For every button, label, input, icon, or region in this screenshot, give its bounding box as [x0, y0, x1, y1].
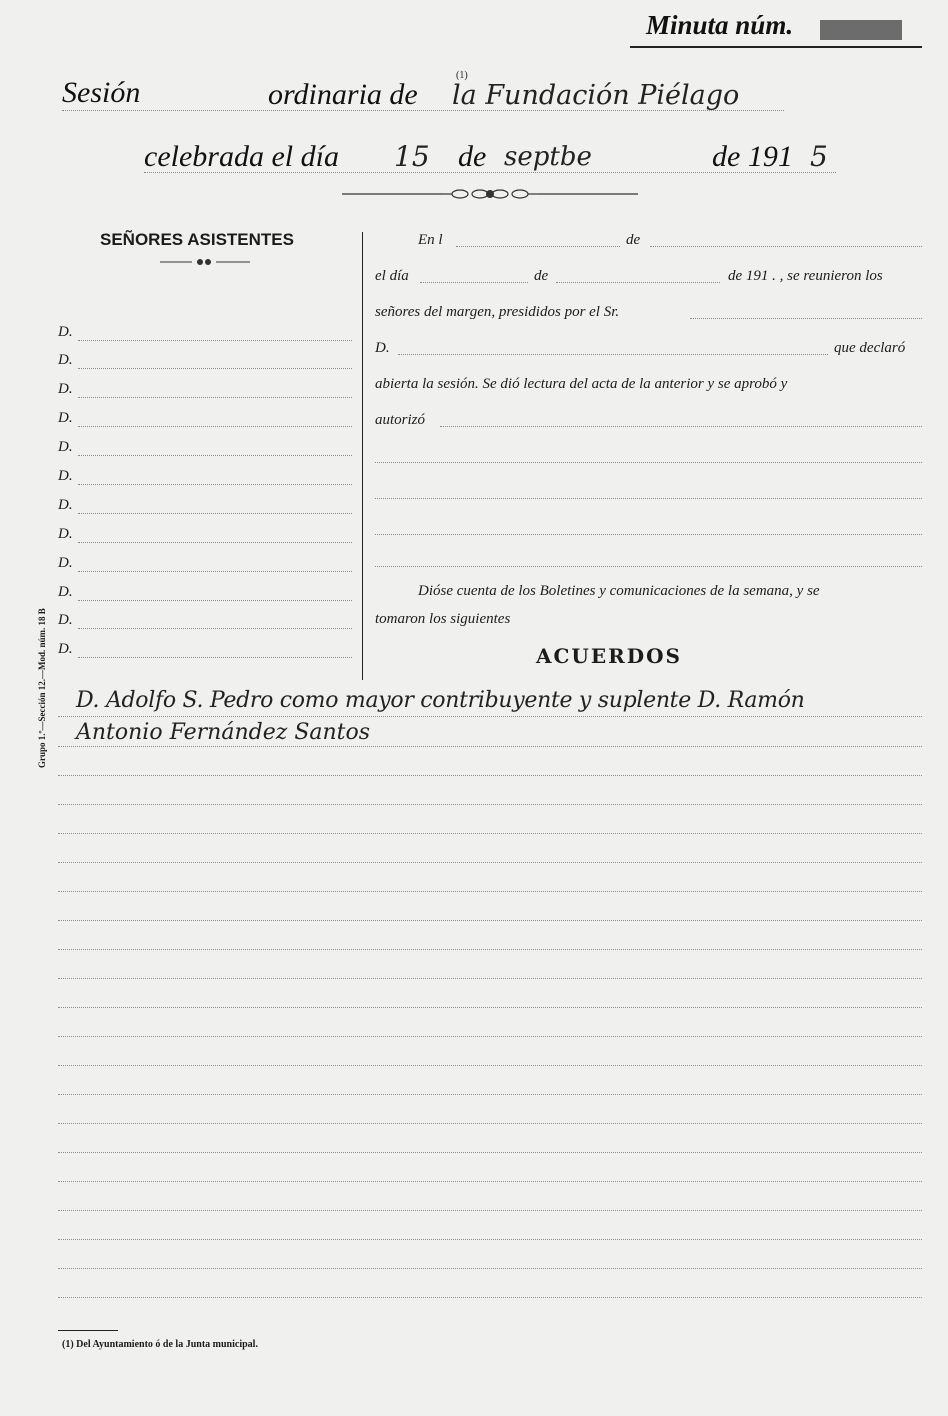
title-year-digit: 5 [810, 140, 828, 173]
acuerdo-handwritten-line2: Antonio Fernández Santos [76, 720, 371, 745]
title-footnote-marker: (1) [456, 70, 468, 81]
ruled-line [58, 949, 922, 950]
acuerdos-heading: ACUERDOS [536, 644, 682, 668]
attendee-prefix: D. [58, 410, 73, 426]
margin-form-code: Grupo 1.º—Sección 12.—Mod. núm. 18 B [37, 608, 47, 768]
body-boletines-2: tomaron los siguientes [375, 611, 511, 627]
ruled-line [58, 1036, 922, 1037]
body-boletines-1: Dióse cuenta de los Boletines y comunicaciones de la semana, y se [418, 583, 820, 599]
attendee-line [78, 340, 352, 341]
acuerdo-handwritten-line1: D. Adolfo S. Pedro como mayor contribuyente y suplente D. Ramón [76, 688, 805, 713]
header-rule [630, 46, 922, 48]
acuerdo-rule [58, 716, 922, 717]
body-en: En l [418, 232, 443, 248]
ruled-line [58, 891, 922, 892]
body-line1-dots-a [456, 246, 620, 247]
attendee-prefix: D. [58, 352, 73, 368]
column-divider [362, 232, 363, 680]
body-line4-dots [398, 354, 828, 355]
title-line2-dots [144, 172, 836, 173]
body-dia: el día [375, 268, 409, 284]
title-line1-dots [62, 110, 784, 111]
attendee-prefix: D. [58, 584, 73, 600]
attendee-line [78, 542, 352, 543]
body-declaro: que declaró [834, 340, 906, 356]
attendee-line [78, 368, 352, 369]
ruled-line [58, 978, 922, 979]
body-abierta: abierta la sesión. Se dió lectura del acta de la anterior y se aprobó y [375, 376, 788, 392]
attendee-line [78, 571, 352, 572]
title-ordinaria: ordinaria de [268, 78, 418, 111]
attendee-line [78, 397, 352, 398]
attendee-prefix: D. [58, 324, 73, 340]
attendee-line [78, 657, 352, 658]
footnote-text: (1) Del Ayuntamiento ó de la Junta municipal. [62, 1339, 258, 1350]
attendee-line [78, 513, 352, 514]
body-line2-de: de [534, 268, 549, 284]
attendee-prefix: D. [58, 526, 73, 542]
ruled-line [58, 804, 922, 805]
body-line1-de: de [626, 232, 641, 248]
attendee-line [78, 455, 352, 456]
minuta-number-redaction [820, 20, 902, 40]
title-celebrada: celebrada el día [144, 140, 339, 173]
attendee-prefix: D. [58, 439, 73, 455]
attendee-line [78, 426, 352, 427]
attendee-line [78, 628, 352, 629]
ruled-line [58, 920, 922, 921]
attendee-line [78, 600, 352, 601]
attendee-prefix: D. [58, 612, 73, 628]
body-line2-dots-b [556, 282, 720, 283]
body-line2-dots-a [420, 282, 528, 283]
title-sesion: Sesión [62, 76, 141, 109]
attendees-heading: SEÑORES ASISTENTES [100, 230, 294, 249]
body-autorizo: autorizó [375, 412, 426, 428]
body-line3-dots [690, 318, 922, 319]
body-blank-line [375, 534, 922, 535]
minuta-label: Minuta núm. [646, 10, 794, 40]
attendee-prefix: D. [58, 497, 73, 513]
title-de: de [458, 140, 487, 173]
ruled-line [58, 1181, 922, 1182]
ruled-line [58, 862, 922, 863]
body-senores: señores del margen, presididos por el Sr. [375, 304, 620, 320]
ruled-line [58, 1239, 922, 1240]
acuerdo-rule [58, 746, 922, 747]
title-handwritten-entity: la Fundación Piélago [452, 80, 740, 111]
ruled-line [58, 1065, 922, 1066]
attendee-prefix: D. [58, 555, 73, 571]
body-line2-end: de 191 . , se reunieron los [728, 268, 883, 284]
body-blank-line [375, 566, 922, 567]
attendee-line [78, 484, 352, 485]
body-blank-line [375, 498, 922, 499]
title-year-prefix: de 191 [712, 140, 793, 173]
body-blank-line [375, 462, 922, 463]
ruled-line [58, 1210, 922, 1211]
body-line6-dots [440, 426, 922, 427]
attendee-prefix: D. [58, 641, 73, 657]
attendee-prefix: D. [58, 381, 73, 397]
ruled-line [58, 1123, 922, 1124]
footnote-rule [58, 1330, 118, 1331]
ruled-line [58, 1007, 922, 1008]
attendee-prefix: D. [58, 468, 73, 484]
title-ornament [342, 186, 638, 202]
ruled-line [58, 1297, 922, 1298]
body-line1-dots-b [650, 246, 922, 247]
ruled-line [58, 1268, 922, 1269]
title-day-handwritten: 15 [394, 140, 430, 173]
title-month-handwritten: septbe [504, 142, 592, 172]
ruled-line [58, 1094, 922, 1095]
ruled-line [58, 775, 922, 776]
ruled-line [58, 1152, 922, 1153]
attendees-ornament [160, 256, 250, 268]
body-d: D. [375, 340, 390, 356]
ruled-line [58, 833, 922, 834]
